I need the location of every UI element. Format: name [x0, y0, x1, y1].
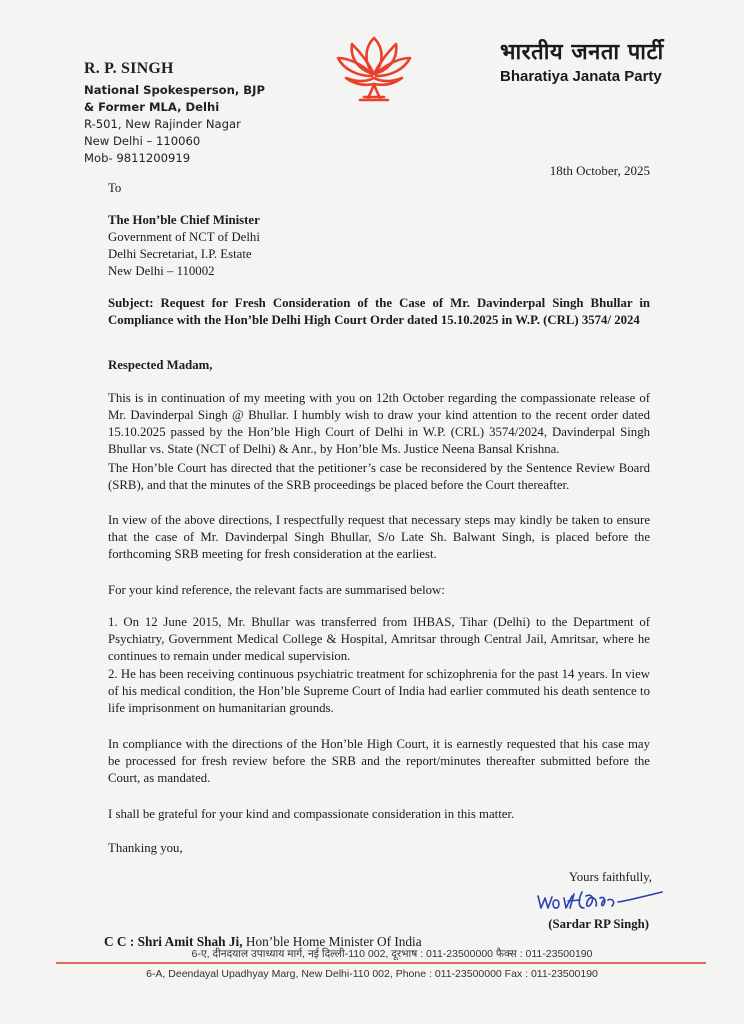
signatory-name: (Sardar RP Singh) — [548, 917, 649, 931]
party-name-hindi: भारतीय जनता पार्टी — [500, 40, 664, 65]
paragraph-6: I shall be grateful for your kind and compassionate consideration in this matter. — [108, 807, 515, 821]
sender-block — [84, 60, 265, 167]
party-name-block — [500, 40, 664, 85]
party-name-english: Bharatiya Janata Party — [500, 68, 662, 85]
signature-icon — [534, 886, 666, 916]
paragraph-4: For your kind reference, the relevant facts are summarised below: — [108, 583, 445, 597]
sender-address-2: New Delhi – 110060 — [84, 134, 201, 148]
cc-name: Shri Amit Shah Ji, — [137, 934, 243, 949]
cc-label: C C : — [104, 934, 138, 949]
recipient-to: To — [108, 181, 122, 195]
letter-subject: Subject: Request for Fresh Consideration of the Case of Mr. Davinderpal Singh Bhullar in Compliance with the Hon’ble Delhi High Court Order dated 15.10.2025 in W.P. (CRL) 3574/ 2024 — [108, 296, 650, 327]
fact-2: 2. He has been receiving continuous psychiatric treatment for schizophrenia for the past 14 years. In view of his medical condition, the Hon’ble Supreme Court of India had earlier commuted his death sentence to life imprisonment on humanitarian grounds. — [108, 667, 650, 715]
paragraph-2: The Hon’ble Court has directed that the petitioner’s case be reconsidered by the Sentence Review Board (SRB), and that the minutes of the SRB proceedings be placed before the Court thereafter. — [108, 461, 650, 492]
footer-address-hindi: 6-ए, दीनदयाल उपाध्याय मार्ग, नई दिल्ली-110 002, दूरभाष : 011-23500000 फैक्स : 011-23500190 — [191, 948, 593, 960]
recipient-line-2: Delhi Secretariat, I.P. Estate — [108, 247, 252, 261]
cc-designation: Hon’ble Home Minister Of India — [242, 934, 422, 949]
footer-address-english: 6-A, Deendayal Upadhyay Marg, New Delhi-110 002, Phone : 011-23500000 Fax : 011-23500190 — [146, 968, 598, 980]
recipient-block — [108, 212, 650, 280]
recipient-title: The Hon’ble Chief Minister — [108, 213, 260, 227]
fact-1: 1. On 12 June 2015, Mr. Bhullar was transferred from IHBAS, Tihar (Delhi) to the Department of Psychiatry, Government Medical College & Hospital, Amritsar through Central Jail, Amritsar, where he continues to remain under medical supervision. — [108, 615, 650, 663]
thanking-you: Thanking you, — [108, 841, 183, 855]
yours-faithfully: Yours faithfully, — [568, 870, 652, 884]
sender-address-1: R-501, New Rajinder Nagar — [84, 117, 241, 131]
sender-title-2: & Former MLA, Delhi — [84, 100, 220, 114]
letter-date: 18th October, 2025 — [549, 163, 650, 178]
sender-mobile: Mob- 9811200919 — [84, 151, 191, 165]
sender-name: R. P. SINGH — [84, 60, 174, 77]
footer-divider — [56, 962, 706, 964]
sender-title-1: National Spokesperson, BJP — [84, 83, 265, 97]
lotus-icon — [334, 34, 414, 104]
paragraph-1: This is in continuation of my meeting with you on 12th October regarding the compassionate release of Mr. Davinderpal Singh @ Bhullar. I humbly wish to draw your kind attention to the recent order dated 15.10.2025 passed by the Hon’ble High Court of Delhi in W.P. (CRL) 3574/2024, Davinderpal Singh Bhullar vs. State (NCT of Delhi) & Anr., by Hon’ble Ms. Justice Neena Bansal Krishna. — [108, 391, 650, 456]
recipient-line-1: Government of NCT of Delhi — [108, 230, 260, 244]
letter-greeting: Respected Madam, — [108, 358, 213, 372]
paragraph-3: In view of the above directions, I respectfully request that necessary steps may kindly be taken to ensure that the case of Mr. Davinderpal Singh Bhullar, S/o Late Sh. Balwant Singh, is placed before the forthcoming SRB meeting for fresh consideration at the earliest. — [108, 513, 650, 561]
paragraph-5: In compliance with the directions of the Hon’ble High Court, it is earnestly requested that his case may be processed for fresh review before the SRB and the report/minutes thereafter submitted before the Court, as mandated. — [108, 737, 650, 785]
recipient-line-3: New Delhi – 110002 — [108, 264, 215, 278]
